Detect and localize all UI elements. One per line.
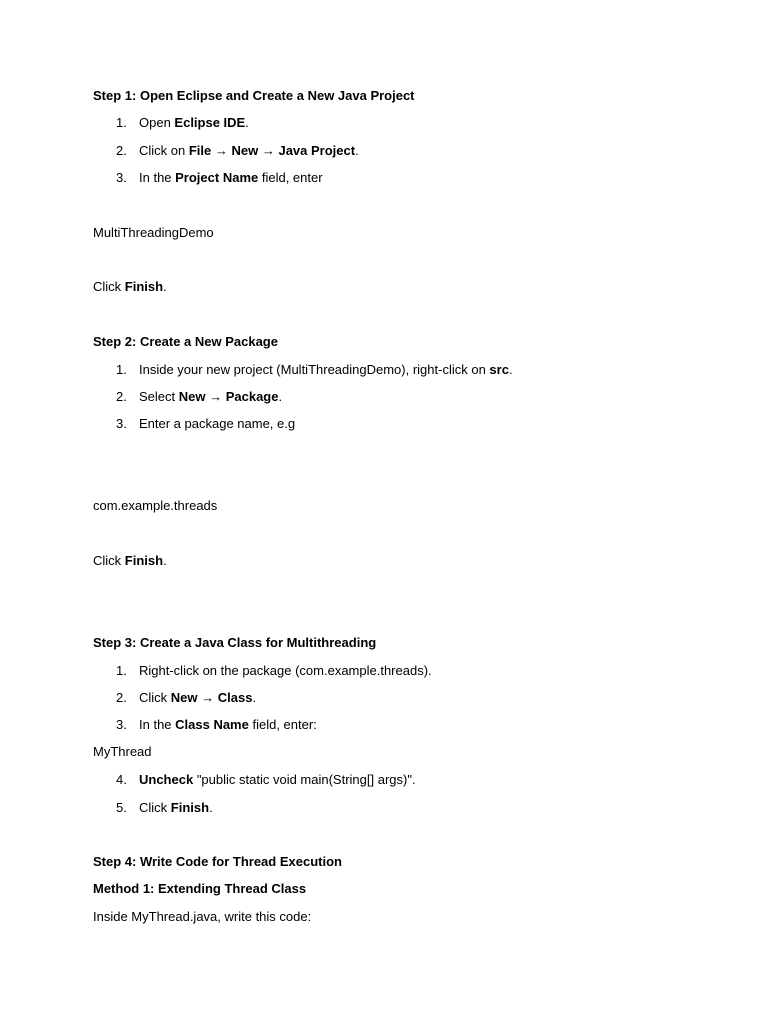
package-name-value: com.example.threads <box>93 498 218 513</box>
list-item: 5. Click Finish. <box>116 800 213 815</box>
click-finish-text: Click Finish. <box>93 553 167 568</box>
list-item: 1. Open Eclipse IDE. <box>116 115 249 130</box>
list-item: 4. Uncheck "public static void main(String[] args)". <box>116 772 416 787</box>
project-name-value: MultiThreadingDemo <box>93 225 214 240</box>
step1-heading: Step 1: Open Eclipse and Create a New Java Project <box>93 88 415 103</box>
list-item: 2. Select New → Package. <box>116 389 283 404</box>
class-name-value: MyThread <box>93 744 152 759</box>
step2-heading: Step 2: Create a New Package <box>93 334 278 349</box>
click-finish-text: Click Finish. <box>93 279 167 294</box>
list-item: 2. Click on File → New → Java Project. <box>116 143 359 158</box>
step3-heading: Step 3: Create a Java Class for Multithreading <box>93 635 377 650</box>
step4-heading: Step 4: Write Code for Thread Execution <box>93 854 342 869</box>
list-item: 3. In the Class Name field, enter: <box>116 717 317 732</box>
list-item: 1. Right-click on the package (com.example.threads). <box>116 663 432 678</box>
list-item: 2. Click New → Class. <box>116 690 257 705</box>
list-item: 1. Inside your new project (MultiThreadingDemo), right-click on src. <box>116 362 513 377</box>
method-heading: Method 1: Extending Thread Class <box>93 881 307 896</box>
instruction-text: Inside MyThread.java, write this code: <box>93 909 312 924</box>
list-item: 3. In the Project Name field, enter <box>116 170 323 185</box>
list-item: 3. Enter a package name, e.g <box>116 416 296 431</box>
